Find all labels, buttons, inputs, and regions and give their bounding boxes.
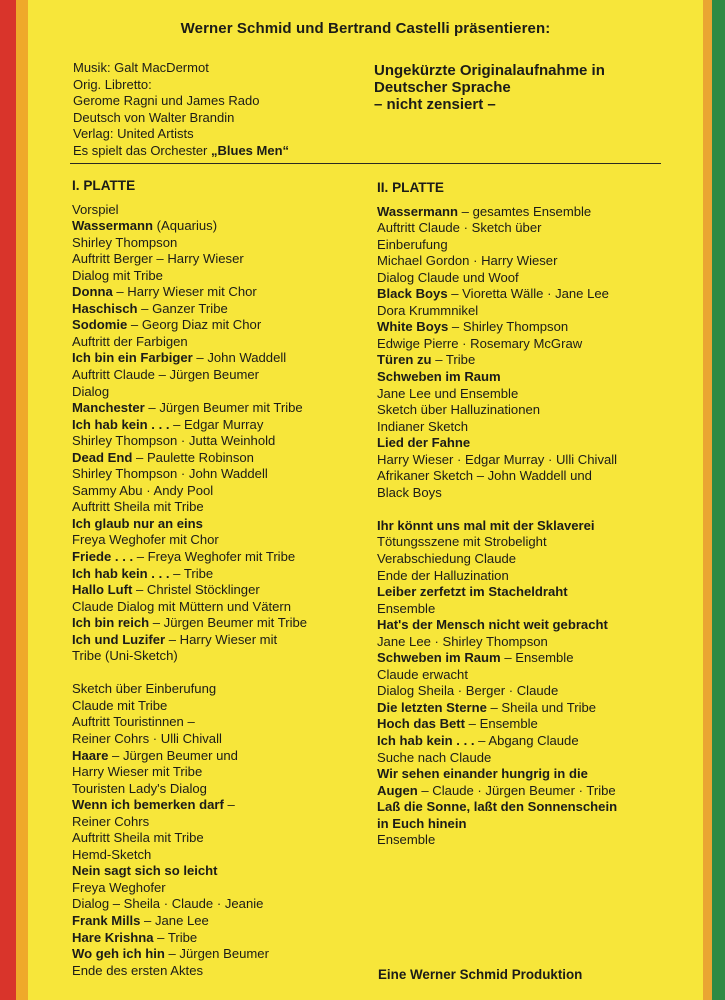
record-2-tracklist bbox=[377, 204, 617, 849]
track-detail: Afrikaner Sketch – John Waddell und bbox=[377, 468, 592, 484]
song-title: Die letzten Sterne bbox=[377, 699, 487, 715]
track-line bbox=[72, 913, 307, 930]
song-title: Ich bin ein Farbiger bbox=[72, 350, 193, 366]
song-title: Nein sagt sich so leicht bbox=[72, 863, 218, 879]
left-red-stripe bbox=[0, 0, 16, 1000]
track-line bbox=[72, 814, 307, 831]
track-line bbox=[72, 930, 307, 947]
record-1-column bbox=[72, 178, 307, 979]
credit-line: Musik: Galt MacDermot bbox=[73, 60, 209, 75]
track-detail: Dora Krummnikel bbox=[377, 302, 479, 318]
track-line bbox=[72, 748, 307, 765]
track-detail: Auftritt Sheila mit Tribe bbox=[72, 499, 204, 515]
track-line bbox=[72, 880, 307, 897]
track-detail: – Vioretta Wälle · Jane Lee bbox=[447, 286, 609, 302]
track-line bbox=[72, 499, 307, 516]
song-title: Wassermann bbox=[72, 218, 154, 234]
track-line bbox=[72, 268, 307, 285]
track-detail: – gesamtes Ensemble bbox=[458, 203, 592, 219]
track-detail: Dialog bbox=[72, 383, 110, 399]
track-detail: Jane Lee und Ensemble bbox=[377, 385, 519, 401]
song-title: Ich glaub nur an eins bbox=[72, 515, 203, 531]
track-line bbox=[377, 468, 617, 485]
track-detail: Ende der Halluzination bbox=[377, 567, 509, 583]
track-line bbox=[72, 615, 307, 632]
track-line bbox=[72, 516, 307, 533]
track-detail: Reiner Cohrs · Ulli Chivall bbox=[72, 731, 222, 746]
track-detail: – Ganzer Tribe bbox=[137, 300, 228, 316]
song-title: Leiber zerfetzt im Stacheldraht bbox=[377, 584, 568, 600]
track-line bbox=[377, 319, 617, 336]
song-title: Hoch das Bett bbox=[377, 716, 466, 732]
song-title: Manchester bbox=[72, 400, 145, 416]
track-line bbox=[72, 830, 307, 847]
track-detail: Ensemble bbox=[377, 832, 436, 848]
track-detail: Tribe (Uni-Sketch) bbox=[72, 648, 178, 664]
track-line bbox=[72, 317, 307, 334]
track-line bbox=[377, 220, 617, 237]
song-title: Ich bin reich bbox=[72, 615, 150, 631]
right-green-stripe bbox=[712, 0, 725, 1000]
track-line bbox=[72, 284, 307, 301]
track-line bbox=[72, 466, 307, 483]
track-detail: – Sheila und Tribe bbox=[486, 699, 597, 715]
track-line bbox=[72, 334, 307, 351]
track-detail: – Jürgen Beumer mit Tribe bbox=[149, 615, 308, 631]
record-2-heading: II. PLATTE bbox=[377, 180, 444, 195]
track-detail: Dialog – Sheila · Claude · Jeanie bbox=[72, 896, 264, 912]
track-detail: – bbox=[223, 797, 235, 813]
track-detail: Sketch über Halluzinationen bbox=[377, 402, 541, 418]
track-detail: Harry Wieser mit Tribe bbox=[72, 764, 203, 780]
credit-line: Orig. Libretto: bbox=[73, 76, 152, 92]
track-line bbox=[72, 946, 307, 963]
track-line bbox=[72, 301, 307, 318]
track-line bbox=[377, 568, 617, 585]
track-detail: Dialog mit Tribe bbox=[72, 267, 163, 283]
track-detail: Indianer Sketch bbox=[377, 418, 468, 434]
track-detail: – Edgar Murray bbox=[169, 416, 264, 432]
credit-line: Verlag: United Artists bbox=[73, 126, 194, 142]
song-title: Schweben im Raum bbox=[377, 650, 501, 666]
track-line bbox=[72, 566, 307, 583]
track-detail: – Christel Stöcklinger bbox=[132, 582, 260, 598]
note-line: Ungekürzte Originalaufnahme in bbox=[374, 62, 605, 79]
track-detail: Ensemble bbox=[377, 600, 436, 616]
track-line bbox=[72, 963, 307, 980]
page-title: Werner Schmid und Bertrand Castelli präsentieren: bbox=[180, 20, 551, 37]
track-line bbox=[72, 632, 307, 649]
track-line bbox=[377, 286, 617, 303]
track-detail: – Tribe bbox=[153, 929, 198, 945]
track-line bbox=[377, 369, 617, 386]
recording-note bbox=[374, 62, 605, 113]
track-line bbox=[377, 683, 617, 700]
song-title: Haare bbox=[72, 747, 109, 763]
track-line bbox=[72, 532, 307, 549]
credit-line: Deutsch von Walter Brandin bbox=[73, 109, 235, 125]
track-detail: – Harry Wieser mit Chor bbox=[112, 284, 257, 300]
track-line bbox=[72, 549, 307, 566]
track-detail: Tötungsszene mit Strobelight bbox=[377, 534, 547, 550]
divider-rule bbox=[70, 163, 661, 164]
song-title: Hare Krishna bbox=[72, 929, 154, 945]
track-detail: Claude Dialog mit Müttern und Vätern bbox=[72, 598, 292, 614]
track-detail: – Ensemble bbox=[500, 650, 574, 666]
track-line bbox=[72, 235, 307, 252]
track-detail: Jane Lee · Shirley Thompson bbox=[377, 633, 548, 649]
song-title: Ich hab kein . . . bbox=[72, 565, 170, 581]
track-detail: Dialog Claude und Woof bbox=[377, 269, 519, 285]
track-line bbox=[72, 483, 307, 500]
track-detail: Hemd-Sketch bbox=[72, 846, 152, 862]
track-detail: Suche nach Claude bbox=[377, 749, 492, 765]
track-detail: Dialog Sheila · Berger · Claude bbox=[377, 683, 559, 699]
song-title: Sodomie bbox=[72, 317, 128, 333]
track-detail: Claude erwacht bbox=[377, 666, 468, 682]
track-line bbox=[377, 402, 617, 419]
track-detail: Sammy Abu · Andy Pool bbox=[72, 482, 214, 498]
song-title: Frank Mills bbox=[72, 913, 141, 929]
orchestra-prefix: Es spielt das Orchester bbox=[73, 142, 211, 158]
track-detail: – Georg Diaz mit Chor bbox=[127, 317, 262, 333]
track-detail: – Claude · Jürgen Beumer · Tribe bbox=[417, 782, 616, 798]
track-line bbox=[377, 386, 617, 403]
track-detail: – Abgang Claude bbox=[474, 733, 579, 748]
track-detail: – Ensemble bbox=[465, 716, 538, 732]
track-line bbox=[72, 896, 307, 913]
booklet-page bbox=[28, 0, 703, 1000]
track-detail: Harry Wieser · Edgar Murray · Ulli Chivall bbox=[377, 451, 618, 467]
track-line bbox=[377, 435, 617, 452]
track-detail: – Jane Lee bbox=[140, 913, 209, 929]
song-title: Schweben im Raum bbox=[377, 369, 501, 385]
track-line bbox=[377, 783, 617, 800]
song-title: Haschisch bbox=[72, 300, 138, 316]
orchestra-name: „Blues Men“ bbox=[211, 142, 290, 158]
song-title: Wir sehen einander hungrig in die bbox=[377, 766, 588, 782]
song-title: Hallo Luft bbox=[72, 582, 133, 598]
track-line bbox=[377, 485, 617, 502]
track-line bbox=[72, 417, 307, 434]
track-line bbox=[377, 303, 617, 320]
song-title: Laß die Sonne, laßt den Sonnenschein bbox=[377, 799, 618, 815]
track-line bbox=[72, 218, 307, 235]
credits-block bbox=[73, 60, 289, 160]
track-detail: Shirley Thompson · John Waddell bbox=[72, 466, 268, 482]
note-line: – nicht zensiert – bbox=[374, 96, 496, 113]
track-detail: Reiner Cohrs bbox=[72, 813, 150, 829]
track-line bbox=[72, 731, 307, 748]
song-title: Wassermann bbox=[377, 203, 459, 219]
track-detail: – Tribe bbox=[169, 565, 214, 581]
track-detail: Freya Weghofer bbox=[72, 879, 166, 895]
track-detail: – Paulette Robinson bbox=[132, 449, 254, 465]
track-detail: Black Boys bbox=[377, 484, 442, 500]
track-line bbox=[377, 534, 617, 551]
track-detail: Claude mit Tribe bbox=[72, 697, 168, 713]
track-detail: – Tribe bbox=[431, 352, 476, 368]
track-line bbox=[72, 698, 307, 715]
track-line bbox=[377, 452, 617, 469]
track-detail: Einberufung bbox=[377, 236, 448, 252]
track-line bbox=[72, 847, 307, 864]
song-title: Friede . . . bbox=[72, 549, 134, 565]
track-line bbox=[377, 204, 617, 221]
production-credit: Eine Werner Schmid Produktion bbox=[378, 967, 583, 982]
track-line bbox=[377, 518, 617, 535]
track-line bbox=[377, 716, 617, 733]
section-gap bbox=[377, 501, 617, 518]
track-line bbox=[72, 582, 307, 599]
track-line bbox=[377, 352, 617, 369]
track-line bbox=[72, 648, 307, 665]
track-detail: Auftritt Sheila mit Tribe bbox=[72, 830, 204, 846]
track-line bbox=[72, 450, 307, 467]
record-1-tracklist bbox=[72, 202, 307, 980]
track-line bbox=[72, 781, 307, 798]
track-line bbox=[72, 350, 307, 367]
song-title: Ihr könnt uns mal mit der Sklaverei bbox=[377, 517, 595, 533]
record-1-heading: I. PLATTE bbox=[72, 178, 136, 193]
song-title: Türen zu bbox=[377, 352, 432, 368]
song-title: White Boys bbox=[377, 319, 449, 335]
track-detail: Ende des ersten Aktes bbox=[72, 962, 204, 978]
track-line bbox=[72, 764, 307, 781]
track-line bbox=[72, 384, 307, 401]
track-line bbox=[72, 433, 307, 450]
track-detail: – Jürgen Beumer mit Tribe bbox=[144, 400, 303, 416]
track-line bbox=[377, 733, 617, 750]
track-line bbox=[377, 634, 617, 651]
track-detail: – John Waddell bbox=[192, 350, 287, 366]
song-title: Ich hab kein . . . bbox=[377, 733, 475, 748]
track-detail: – Freya Weghofer mit Tribe bbox=[133, 549, 296, 565]
track-line bbox=[72, 681, 307, 698]
record-2-column bbox=[377, 180, 617, 849]
track-detail: – Shirley Thompson bbox=[448, 319, 569, 335]
song-title: Wo geh ich hin bbox=[72, 946, 165, 962]
track-line bbox=[377, 700, 617, 717]
song-title: Dead End bbox=[72, 449, 133, 465]
track-detail: Auftritt Berger – Harry Wieser bbox=[72, 251, 244, 267]
track-line bbox=[377, 237, 617, 254]
track-detail: (Aquarius) bbox=[153, 218, 218, 234]
song-title: Ich und Luzifer bbox=[72, 631, 166, 647]
song-title: Donna bbox=[72, 284, 113, 300]
track-line bbox=[377, 650, 617, 667]
credit-line: Gerome Ragni und James Rado bbox=[73, 93, 260, 109]
track-line bbox=[72, 714, 307, 731]
track-detail: Vorspiel bbox=[72, 201, 119, 217]
track-detail: – Jürgen Beumer bbox=[164, 946, 269, 962]
track-line bbox=[72, 797, 307, 814]
credit-orchestra bbox=[73, 143, 289, 160]
track-line bbox=[72, 367, 307, 384]
left-gold-stripe bbox=[16, 0, 28, 1000]
track-line bbox=[377, 270, 617, 287]
section-gap bbox=[72, 665, 307, 682]
song-title: Hat's der Mensch nicht weit gebracht bbox=[377, 617, 608, 633]
song-title: Ich hab kein . . . bbox=[72, 416, 170, 432]
song-title: Lied der Fahne bbox=[377, 435, 471, 451]
track-detail: Shirley Thompson bbox=[72, 234, 178, 250]
track-line bbox=[72, 863, 307, 880]
track-line bbox=[377, 832, 617, 849]
track-line bbox=[72, 400, 307, 417]
song-title: Wenn ich bemerken darf bbox=[72, 797, 224, 813]
track-detail: Sketch über Einberufung bbox=[72, 681, 217, 697]
song-title: Augen bbox=[377, 782, 418, 798]
track-line bbox=[377, 419, 617, 436]
track-detail: Touristen Lady's Dialog bbox=[72, 780, 207, 796]
track-detail: – Harry Wieser mit bbox=[165, 631, 278, 647]
song-title: Black Boys bbox=[377, 286, 448, 302]
track-detail: Freya Weghofer mit Chor bbox=[72, 532, 219, 548]
track-line bbox=[377, 253, 617, 270]
track-line bbox=[377, 667, 617, 684]
track-line bbox=[377, 816, 617, 833]
right-orange-stripe bbox=[703, 0, 712, 1000]
song-title: in Euch hinein bbox=[377, 815, 467, 831]
track-detail: Verabschiedung Claude bbox=[377, 550, 517, 566]
track-line bbox=[72, 599, 307, 616]
track-detail: Michael Gordon · Harry Wieser bbox=[377, 253, 558, 269]
track-line bbox=[72, 251, 307, 268]
track-detail: Auftritt Claude · Sketch über bbox=[377, 220, 542, 236]
note-line: Deutscher Sprache bbox=[374, 79, 511, 96]
track-detail: Auftritt der Farbigen bbox=[72, 333, 188, 349]
track-line bbox=[377, 750, 617, 767]
track-detail: Auftritt Claude – Jürgen Beumer bbox=[72, 367, 260, 383]
track-detail: Auftritt Touristinnen – bbox=[72, 714, 195, 730]
track-line bbox=[72, 202, 307, 219]
track-detail: – Jürgen Beumer und bbox=[108, 747, 238, 763]
track-line bbox=[377, 766, 617, 783]
track-line bbox=[377, 617, 617, 634]
track-line bbox=[377, 336, 617, 353]
track-line bbox=[377, 601, 617, 618]
track-detail: Edwige Pierre · Rosemary McGraw bbox=[377, 335, 583, 351]
track-detail: Shirley Thompson · Jutta Weinhold bbox=[72, 433, 276, 449]
track-line bbox=[377, 584, 617, 601]
track-line bbox=[377, 551, 617, 568]
track-line bbox=[377, 799, 617, 816]
